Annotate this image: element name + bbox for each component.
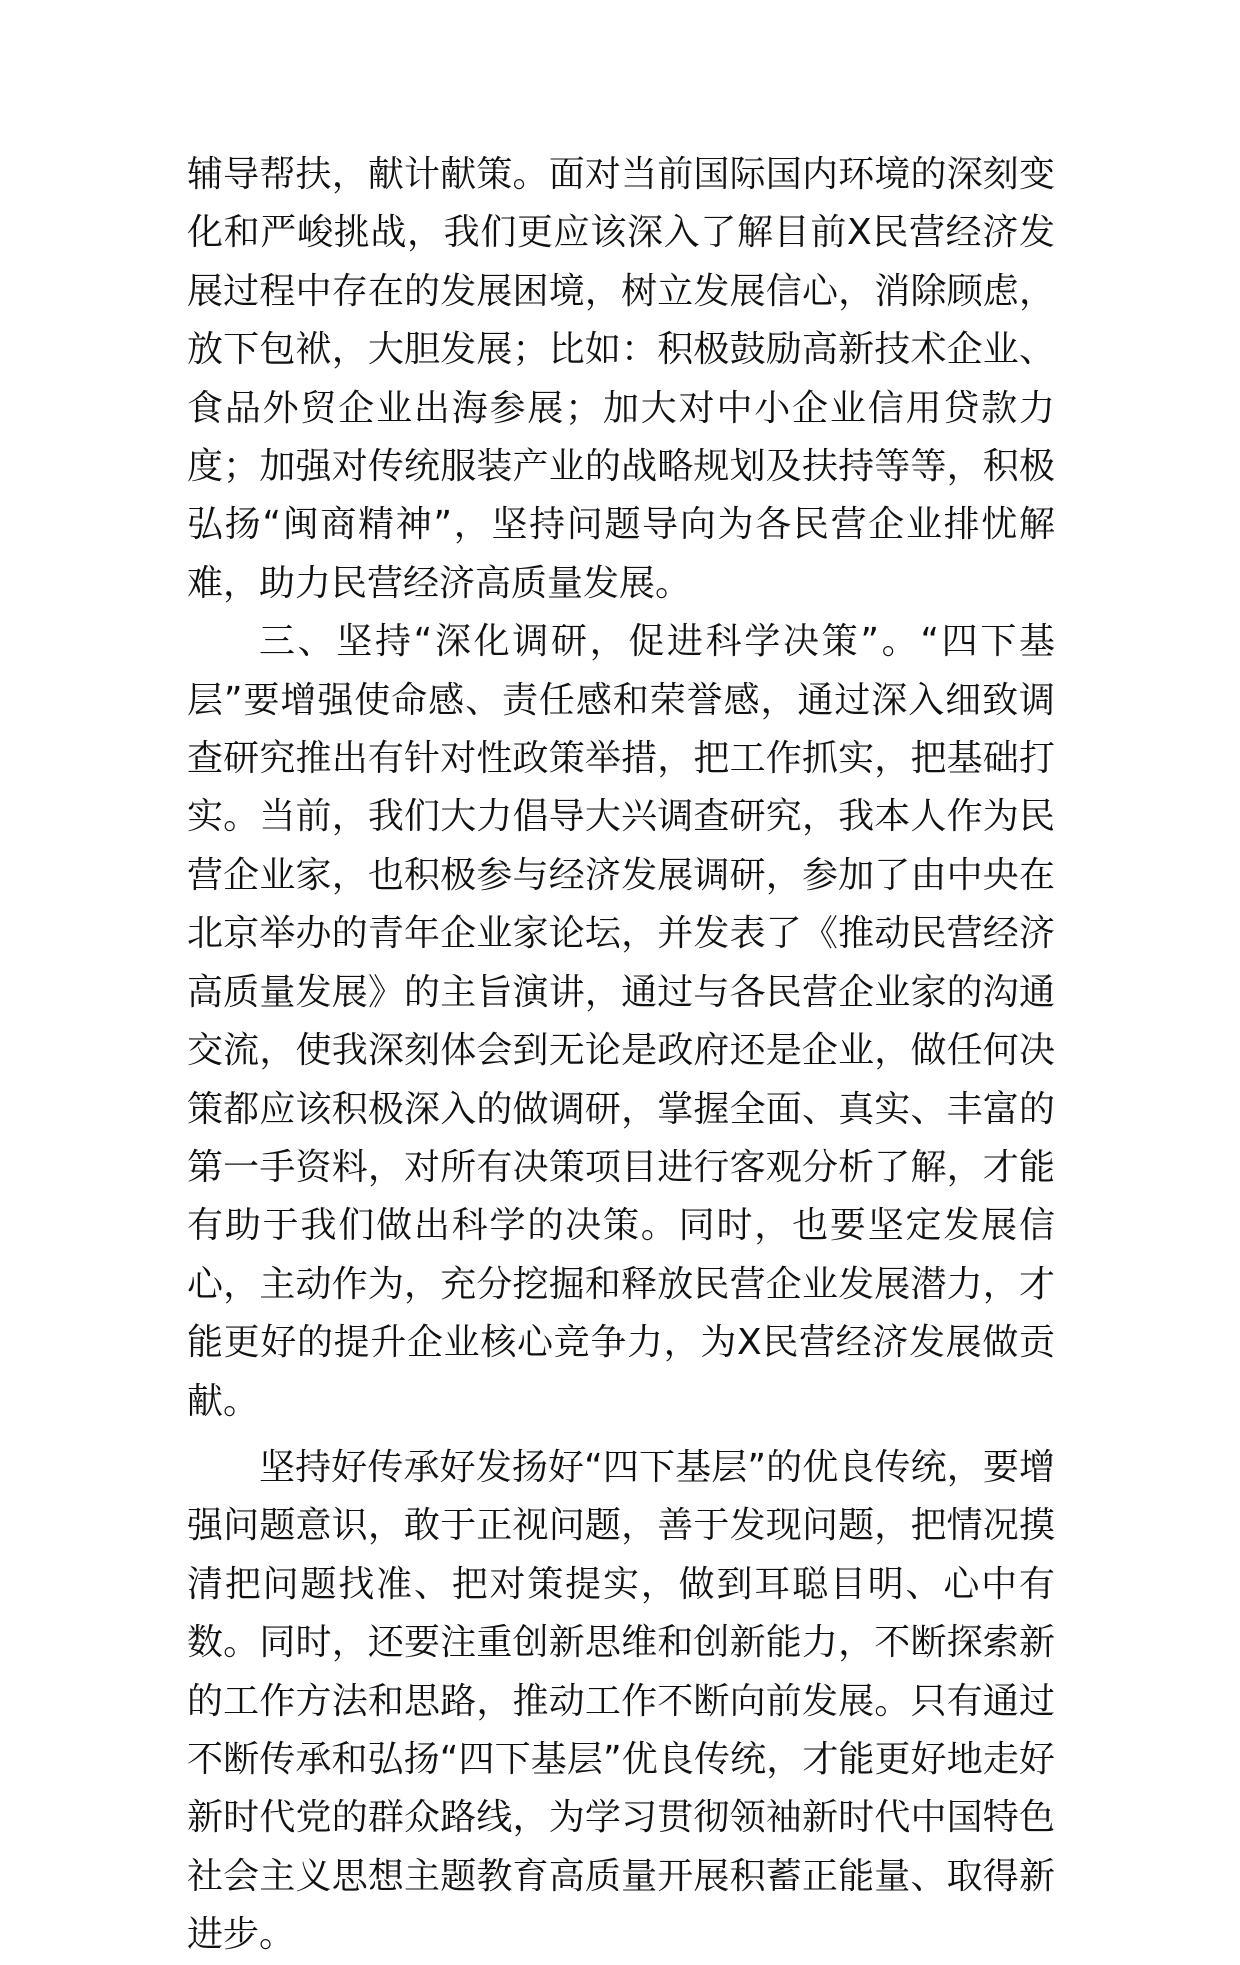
paragraph-continuation: 辅导帮扶，献计献策。面对当前国际国内环境的深刻变化和严峻挑战，我们更应该深入了解目前X民营经济发展过程中存在的发展困境，树立发展信心，消除顾虑，放下包袱，大胆发展；比如：积极鼓励高新技术企业、食品外贸企业出海参展；加大对中小企业信用贷款力度；加强对传统服装产业的战略规划及扶持等等，积极弘扬“闽商精神”，坚持问题导向为各民营企业排忧解难，助力民营经济高质量发展。 <box>187 154 1055 604</box>
document-body <box>187 146 1055 1965</box>
paragraph-section-three: 三、坚持“深化调研，促进科学决策”。“四下基层”要增强使命感、责任感和荣誉感，通过深入细致调查研究推出有针对性政策举措，把工作抓实，把基础打实。当前，我们大力倡导大兴调查研究，我本人作为民营企业家，也积极参与经济发展调研，参加了由中央在北京举办的青年企业家论坛，并发表了《推动民营经济高质量发展》的主旨演讲，通过与各民营企业家的沟通交流，使我深刻体会到无论是政府还是企业，做任何决策都应该积极深入的做调研，掌握全面、真实、丰富的第一手资料，对所有决策项目进行客观分析了解，才能有助于我们做出科学的决策。同时，也要坚定发展信心，主动作为，充分挖掘和释放民营企业发展潜力，才能更好的提升企业核心竞争力，为X民营经济发展做贡献。 <box>187 621 1055 1422</box>
paragraph-conclusion: 坚持好传承好发扬好“四下基层”的优良传统，要增强问题意识，敢于正视问题，善于发现问题，把情况摸清把问题找准、把对策提实，做到耳聪目明、心中有数。同时，还要注重创新思维和创新能力，不断探索新的工作方法和思路，推动工作不断向前发展。只有通过不断传承和弘扬“四下基层”优良传统，才能更好地走好新时代党的群众路线，为学习贯彻领袖新时代中国特色社会主义思想主题教育高质量开展积蓄正能量、取得新进步。 <box>187 1446 1055 1956</box>
